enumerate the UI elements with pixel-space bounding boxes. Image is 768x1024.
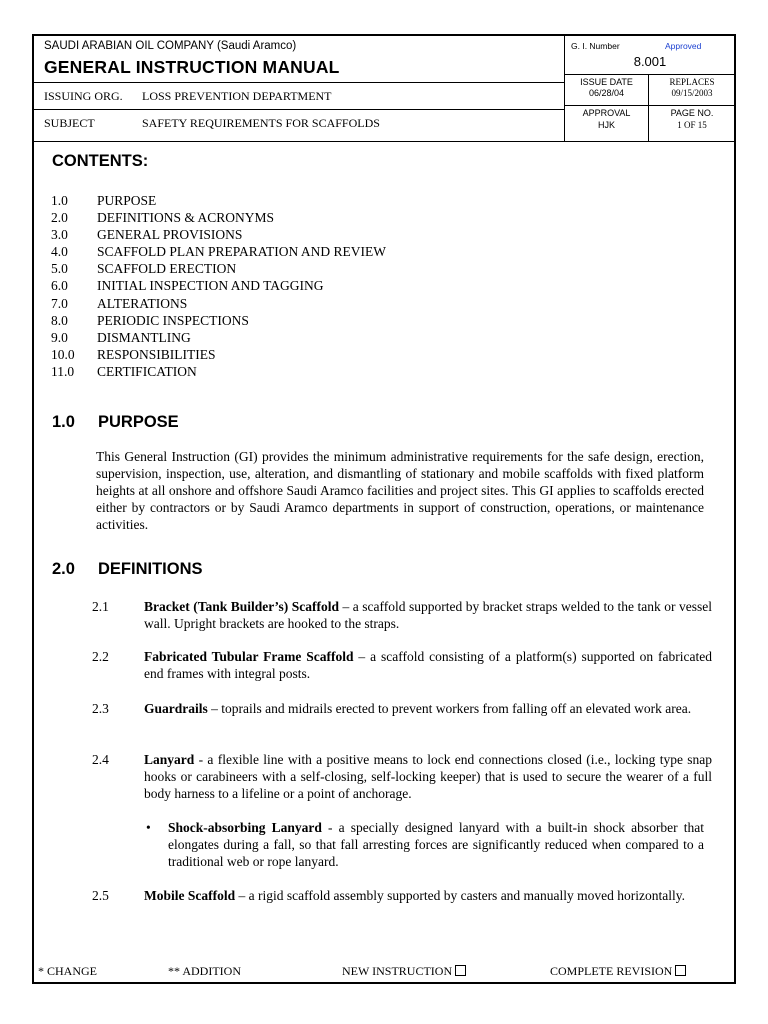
toc-title: SCAFFOLD ERECTION [97,261,237,277]
replaces-label: REPLACES [669,77,715,87]
approved-status: Approved [665,41,702,51]
toc-number: 6.0 [51,278,68,294]
contents-heading: CONTENTS: [52,152,149,170]
manual-title: GENERAL INSTRUCTION MANUAL [44,57,340,77]
approval-label: APPROVAL [582,108,631,118]
definition-body [144,887,712,904]
section-number: 2.0 [52,560,75,578]
gi-number-label: G. I. Number [571,41,620,51]
toc-item [51,209,386,226]
document-page [32,34,736,984]
toc-title: GENERAL PROVISIONS [97,227,243,243]
header-divider [565,74,735,75]
replaces-date: 09/15/2003 [671,88,713,98]
definition-term: Lanyard [144,752,195,767]
issuing-org: LOSS PREVENTION DEPARTMENT [142,89,332,103]
toc-number: 3.0 [51,227,68,243]
toc-number: 11.0 [51,363,75,379]
footer-change: * CHANGE [38,964,97,978]
definition-separator: – [339,599,353,614]
toc-number: 4.0 [51,244,68,260]
header-bottom-border [34,141,734,142]
approval-initials: HJK [597,120,615,130]
definition-separator: - [321,820,339,835]
toc-number: 9.0 [51,329,68,345]
footer-complete-revision [550,964,686,979]
definition-term: Bracket (Tank Builder’s) Scaffold [144,599,340,614]
header-left [34,36,564,141]
definition-text: a flexible line with a positive means to lock end connections closed (i.e., locking type snap hooks or carabineers with a self-closing, self-locking keeper) that is used to secure the wearer of a full body harness to a lifeline or a point of anchorage. [144,752,713,801]
toc-title: ALTERATIONS [97,295,188,311]
document-header [34,36,734,141]
toc-title: INITIAL INSPECTION AND TAGGING [97,278,324,294]
section-title: DEFINITIONS [98,560,203,578]
definition-text: a rigid scaffold assembly supported by casters and manually moved horizontally. [248,888,686,903]
definition-body [168,819,704,870]
definition-number: 2.5 [92,888,109,903]
toc-item [51,226,386,243]
header-divider [34,109,564,110]
toc-number: 10.0 [51,346,75,362]
header-right-box [564,36,735,141]
page-no-label: PAGE NO. [670,108,714,118]
definition-text: a scaffold supported by bracket straps welded to the tank or vessel wall. Upright brackets are hooked to the straps. [144,599,712,631]
toc-number: 5.0 [51,261,68,277]
bullet-mark: • [146,820,151,835]
definition-text: a scaffold consisting of a platform(s) supported on fabricated end frames with integral posts. [144,649,712,681]
new-instruction-label: NEW INSTRUCTION [342,964,453,978]
toc-number: 2.0 [51,210,68,226]
toc-title: SCAFFOLD PLAN PREPARATION AND REVIEW [97,244,387,260]
definition-separator: - [194,752,208,767]
definition-separator: – [207,701,222,716]
toc-item [51,363,386,380]
definition-body [144,598,712,632]
gi-number: 8.001 [633,54,667,69]
toc-title: PURPOSE [97,193,157,208]
toc-title: RESPONSIBILITIES [97,346,216,362]
toc-item [51,329,386,346]
definition-body [144,751,712,802]
toc-item [51,295,386,312]
definition-text: a specially designed lanyard with a built-in shock absorber that elongates during a fall, so that fall arresting forces are significantly reduced when compared to a traditional web or rope lanyard. [168,820,704,869]
toc-title: CERTIFICATION [97,363,197,379]
toc-item [51,277,386,294]
subject-label: SUBJECT [44,116,95,130]
definition-term: Guardrails [144,701,208,716]
page-number: 1 OF 15 [677,120,707,130]
new-instruction-checkbox [455,965,466,976]
definition-text: toprails and midrails erected to prevent workers from falling off an elevated work area. [221,701,692,716]
definition-number: 2.1 [92,599,109,614]
table-of-contents [51,192,386,380]
toc-item [51,312,386,329]
issuing-org-label: ISSUING ORG. [44,89,123,103]
section-title: PURPOSE [98,413,179,431]
subject: SAFETY REQUIREMENTS FOR SCAFFOLDS [142,116,380,130]
toc-number: 8.0 [51,312,68,328]
complete-revision-checkbox [675,965,686,976]
section-number: 1.0 [52,413,75,431]
definition-body [144,700,712,717]
company-name: SAUDI ARABIAN OIL COMPANY (Saudi Aramco) [44,40,297,52]
header-divider [565,105,735,106]
toc-item [51,243,386,260]
definition-number: 2.3 [92,701,109,716]
definition-body [144,648,712,682]
definition-term: Fabricated Tubular Frame Scaffold [144,649,354,664]
toc-number: 7.0 [51,295,68,311]
toc-item [51,346,386,363]
toc-title: DEFINITIONS & ACRONYMS [97,210,275,226]
definition-number: 2.4 [92,752,109,767]
issue-date-label: ISSUE DATE [580,77,633,87]
issue-date: 06/28/04 [588,88,625,98]
toc-title: PERIODIC INSPECTIONS [97,312,249,328]
footer-addition: ** ADDITION [168,964,241,978]
header-divider [34,82,564,83]
toc-item [51,260,386,277]
definition-number: 2.2 [92,649,109,664]
toc-title: DISMANTLING [97,329,191,345]
toc-number: 1.0 [51,193,68,208]
definition-separator: – [235,888,249,903]
definition-term: Mobile Scaffold [144,888,236,903]
toc-item [51,192,386,209]
definition-separator: – [353,649,371,664]
purpose-paragraph: This General Instruction (GI) provides the minimum administrative requirements for the safe design, erection, supervision, inspection, use, alteration, and dismantling of stationary and mobile scaffolds with fixed platform heights at all onshore and offshore Saudi Aramco facilities and project sites. This GI applies to scaffolds erected either by contractors or by Saudi Aramco departments in support of construction, operations, or maintenance activities. [96,449,704,532]
footer-new-instruction [342,964,466,979]
complete-revision-label: COMPLETE REVISION [550,964,673,978]
definition-term: Shock-absorbing Lanyard [168,820,322,835]
